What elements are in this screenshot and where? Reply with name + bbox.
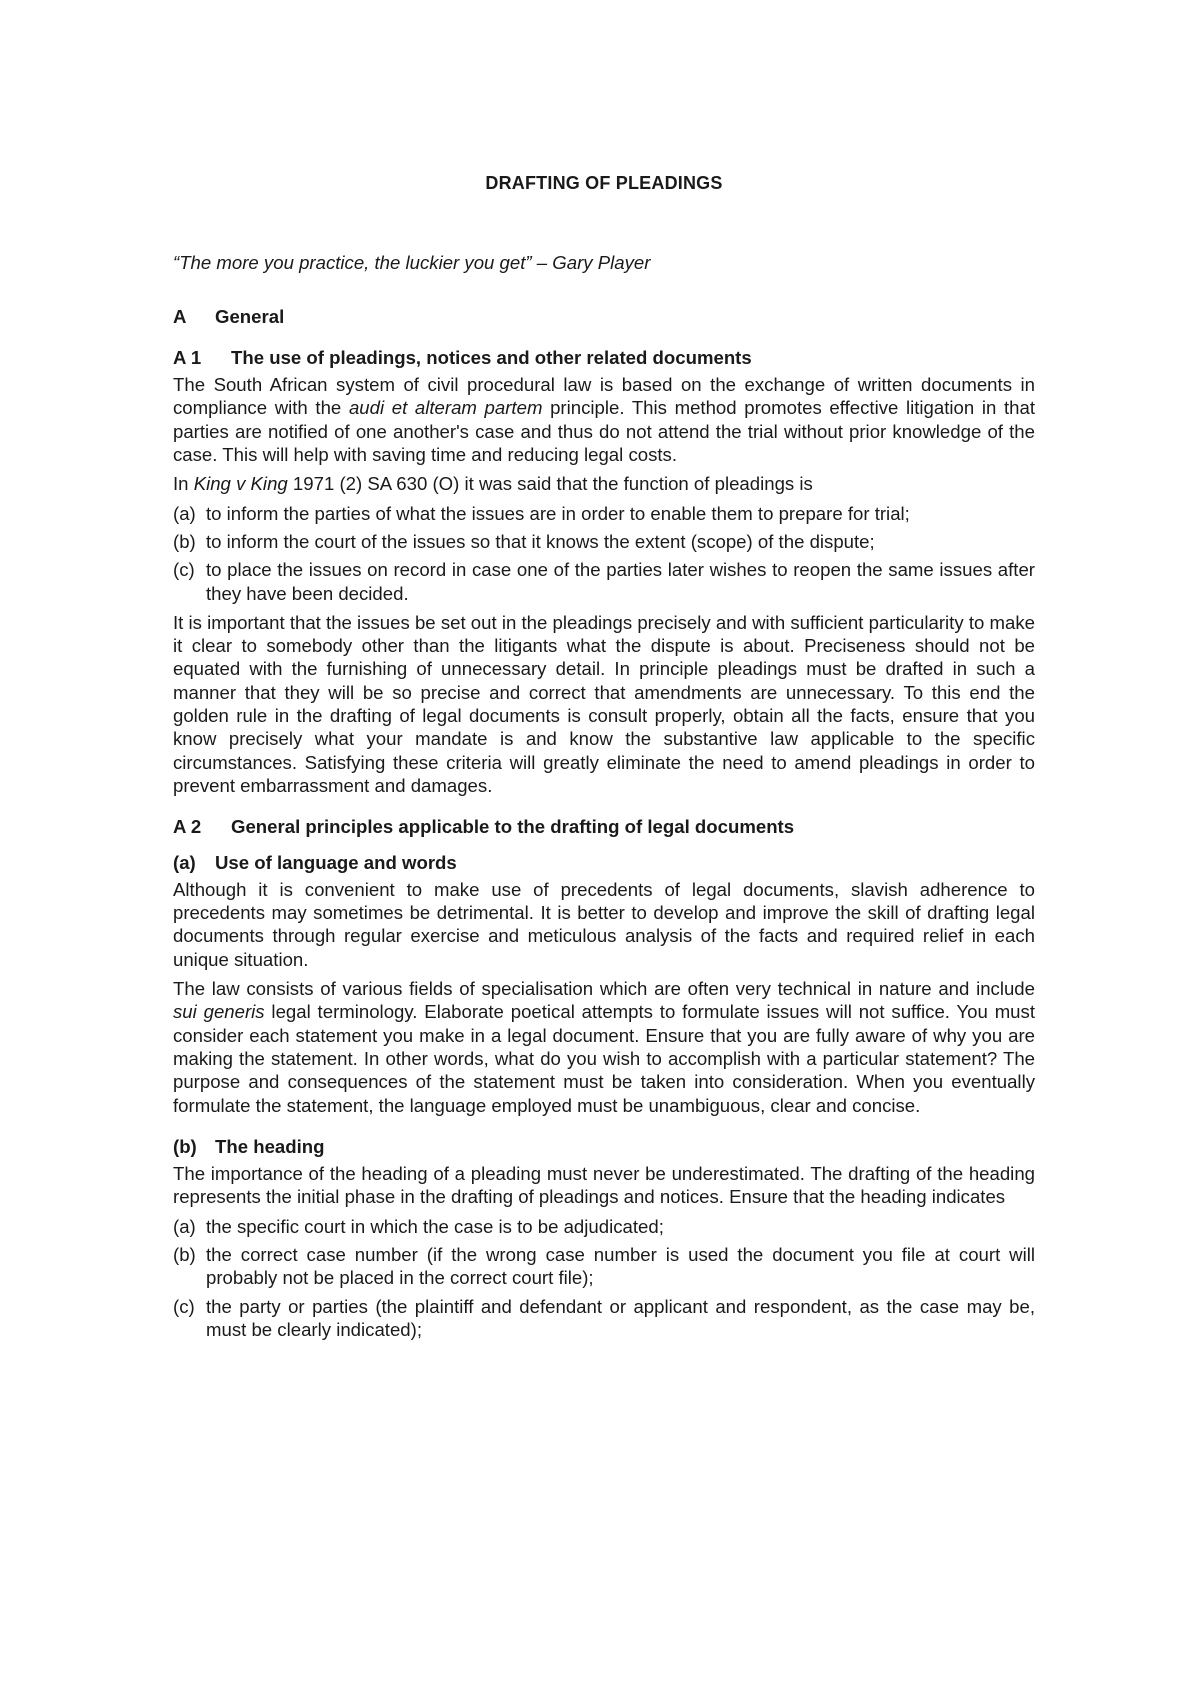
list-marker: (a): [173, 502, 196, 524]
list-marker: (a): [173, 1215, 196, 1237]
list-text: the correct case number (if the wrong case number is used the document you file at court will probably not be placed in the correct court file);: [206, 1243, 1035, 1289]
list-text: to inform the parties of what the issues are in order to enable them to prepare for trial;: [206, 502, 910, 524]
subsection-heading-a2: [173, 815, 1035, 838]
list-text: the specific court in which the case is to be adjudicated;: [206, 1215, 664, 1237]
section-number: A: [173, 305, 187, 327]
heading-the-heading: [173, 1135, 1035, 1158]
subsection-label: The use of pleadings, notices and other related documents: [231, 346, 752, 368]
document-body: [173, 172, 1035, 1347]
section-label: General: [215, 305, 285, 327]
paragraph: It is important that the issues be set out in the pleadings precisely and with sufficient particularity to make it clear to somebody other than the litigants what the dispute is about. Preciseness should not be equated with the furnishing of unnecessary detail. In principle pleadings must be drafted in such a manner that they will be so precise and correct that amendments are unnecessary. To this end the golden rule in the drafting of legal documents is consult properly, obtain all the facts, ensure that you know precisely what your mandate is and know the substantive law applicable to the specific circumstances. Satisfying these criteria will greatly eliminate the need to amend pleadings in order to prevent embarrassment and damages.: [173, 611, 1035, 796]
subsection-number: A 2: [173, 816, 202, 838]
paragraph: The importance of the heading of a pleading must never be underestimated. The drafting of the heading represents the initial phase in the drafting of pleadings and notices. Ensure that the heading indicates: [173, 1163, 1035, 1208]
section-heading-general: [173, 305, 1035, 328]
list-item: [173, 558, 1035, 605]
list-item: [173, 1243, 1035, 1290]
subsection-label: General principles applicable to the drafting of legal documents: [231, 816, 795, 838]
list-item: [173, 1295, 1035, 1342]
text-run: The South African system of civil procedural law is based on the exchange of written documents in compliance with the: [173, 374, 1035, 419]
heading-use-of-language: [173, 851, 1035, 874]
paragraph: [173, 472, 1035, 495]
paragraph: [173, 977, 1035, 1117]
paragraph: Although it is convenient to make use of precedents of legal documents, slavish adherence to precedents may sometimes be detrimental. It is better to develop and improve the skill of drafting legal documents through regular exercise and meticulous analysis of the facts and required relief in each unique situation.: [173, 878, 1035, 970]
document-title: DRAFTING OF PLEADINGS: [485, 173, 723, 193]
paragraph: [173, 373, 1035, 466]
subsection-heading-a1: [173, 346, 1035, 369]
italic-term: audi et alteram partem: [348, 397, 543, 419]
heading-label: Use of language and words: [215, 851, 457, 873]
heading-number: (b): [173, 1135, 197, 1157]
list-item: [173, 1215, 1035, 1238]
text-run: 1971 (2) SA 630 (O) it was said that the function of pleadings is: [287, 473, 813, 495]
list-item: [173, 530, 1035, 553]
text-run: legal terminology. Elaborate poetical attempts to formulate issues will not suffice. You must consider each statement you make in a legal document. Ensure that you are fully aware of why you are making the statement. In other words, what do you wish to accomplish with a particular statement? The purpose and consequences of the statement must be taken into consideration. When you eventually formulate the statement, the language employed must be unambiguous, clear and concise.: [173, 1001, 1035, 1116]
list-marker: (c): [173, 559, 195, 581]
heading-requirements-list: [173, 1215, 1035, 1341]
text-run: The law consists of various fields of specialisation which are often very technical in nature and include: [173, 978, 1035, 1000]
list-text: to place the issues on record in case one of the parties later wishes to reopen the same issues after they have been decided.: [206, 559, 1035, 604]
italic-term: sui generis: [173, 1001, 265, 1023]
function-list: [173, 502, 1035, 605]
list-text: the party or parties (the plaintiff and defendant or applicant and respondent, as the case may be, must be clearly indicated);: [206, 1295, 1035, 1340]
text-run: In: [173, 473, 194, 495]
list-marker: (c): [173, 1295, 195, 1317]
epigraph-quote: “The more you practice, the luckier you get” – Gary Player: [173, 252, 651, 274]
list-item: [173, 502, 1035, 525]
heading-number: (a): [173, 851, 196, 873]
subsection-number: A 1: [173, 346, 202, 368]
list-text: to inform the court of the issues so that it knows the extent (scope) of the dispute;: [206, 530, 875, 552]
heading-label: The heading: [215, 1135, 325, 1157]
case-citation: King v King: [193, 473, 288, 495]
list-marker: (b): [173, 1243, 196, 1265]
text-run: principle. This method promotes effective litigation in that parties are notified of one another's case and thus do not attend the trial without prior knowledge of the case. This will help with saving time and reducing legal costs.: [173, 397, 1036, 466]
list-marker: (b): [173, 530, 196, 552]
